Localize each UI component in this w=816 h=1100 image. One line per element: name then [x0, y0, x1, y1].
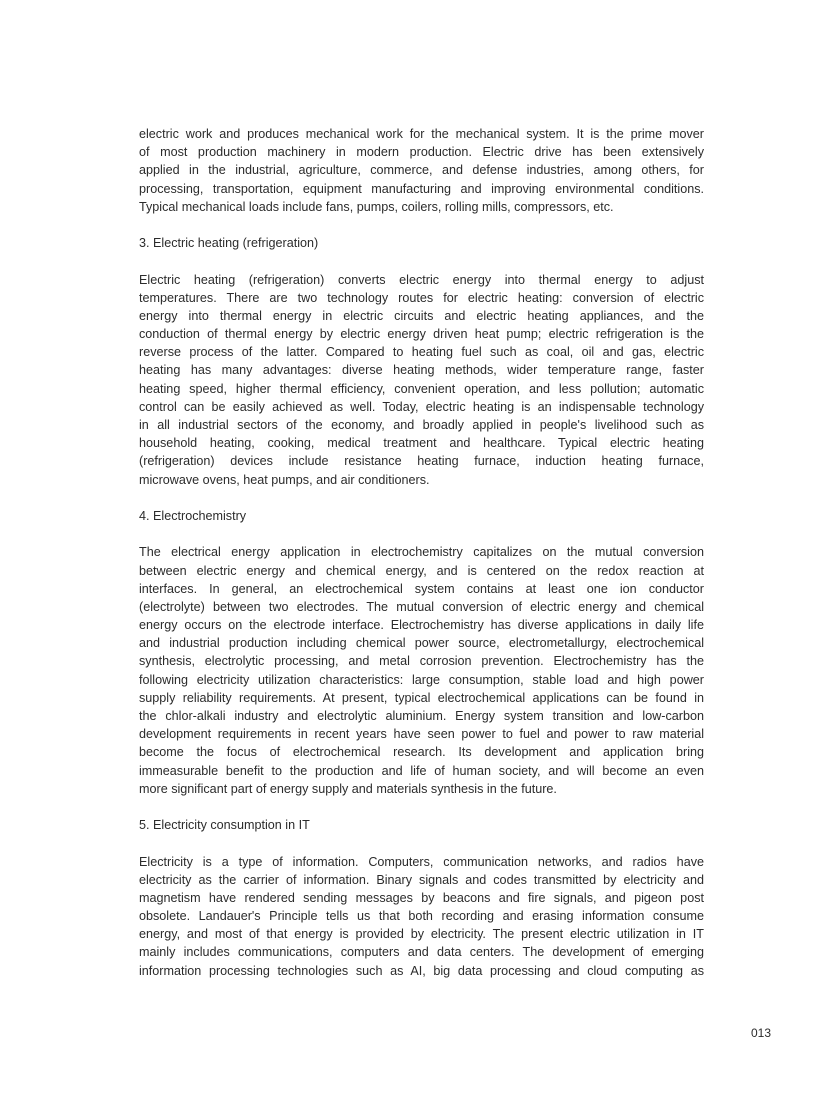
text-line: electric work and produces mechanical work for the mechanical system. It is the prime mover [139, 127, 704, 141]
text-line: electricity as the carrier of information. Binary signals and codes transmitted by electricity and [139, 872, 704, 887]
text-line: and industrial production including chemical power source, electrometallurgy, electrochemical [139, 636, 704, 651]
paragraph [139, 853, 704, 980]
text-line: magnetism have rendered sending messages by beacons and fire signals, and pigeon post [139, 890, 704, 905]
text-line: become the focus of electrochemical research. Its development and application bring [139, 745, 704, 760]
section-heading: 4. Electrochemistry [139, 508, 247, 523]
text-line: microwave ovens, heat pumps, and air conditioners. [139, 472, 430, 487]
section-heading: 3. Electric heating (refrigeration) [139, 236, 319, 251]
text-line: interfaces. In general, an electrochemical system contains at least one ion conductor [139, 581, 704, 596]
text-line: The electrical energy application in electrochemistry capitalizes on the mutual conversion [139, 545, 704, 560]
text-line: more significant part of energy supply and materials synthesis in the future. [139, 781, 557, 796]
text-line: obsolete. Landauer's Principle tells us that both recording and erasing information consume [139, 909, 704, 924]
text-line: of most production machinery in modern production. Electric drive has been extensively [139, 145, 704, 160]
text-line: conduction of thermal energy by electric energy driven heat pump; electric refrigeration is the [139, 327, 704, 342]
text-line: development requirements in recent years have seen power to fuel and power to raw material [139, 727, 704, 742]
text-line: processing, transportation, equipment manufacturing and improving environmental conditions. [139, 181, 704, 196]
text-line: Electric heating (refrigeration) converts electric energy into thermal energy to adjust [139, 272, 704, 287]
text-line: temperatures. There are two technology routes for electric heating: conversion of electric [139, 290, 704, 305]
text-line: information processing technologies such as AI, big data processing and cloud computing as [139, 963, 704, 978]
text-line: immeasurable benefit to the production and life of human society, and will become an even [139, 763, 704, 778]
text-line: heating speed, higher thermal efficiency, convenient operation, and less pollution; automatic [139, 381, 704, 396]
text-line: (refrigeration) devices include resistance heating furnace, induction heating furnace, [139, 454, 704, 469]
text-line: heating has many advantages: diverse heating methods, wider temperature range, faster [139, 363, 704, 378]
text-line: energy, and most of that energy is provided by electricity. The present electric utilization in IT [139, 927, 704, 942]
text-line: household heating, cooking, medical treatment and healthcare. Typical electric heating [139, 436, 704, 451]
text-line: energy occurs on the electrode interface. Electrochemistry has diverse applications in daily life [139, 618, 704, 633]
text-line: (electrolyte) between two electrodes. The mutual conversion of electric energy and chemical [139, 599, 704, 614]
page-number: 013 [751, 1026, 772, 1040]
text-line: energy into thermal energy in electric circuits and electric heating appliances, and the [139, 308, 704, 323]
text-line: Typical mechanical loads include fans, pumps, coilers, rolling mills, compressors, etc. [139, 199, 614, 214]
text-line: control can be easily achieved as well. Today, electric heating is an indispensable technology [139, 399, 704, 414]
text-line: in all industrial sectors of the economy, and broadly applied in people's livelihood such as [139, 418, 704, 432]
text-line: supply reliability requirements. At present, typical electrochemical applications can be found in [139, 690, 704, 705]
text-line: applied in the industrial, agriculture, commerce, and defense industries, among others, for [139, 163, 704, 178]
text-line: synthesis, electrolytic processing, and metal corrosion prevention. Electrochemistry has the [139, 654, 704, 669]
text-line: the chlor-alkali industry and electrolytic aluminium. Energy system transition and low-carbon [139, 709, 704, 723]
text-line: Electricity is a type of information. Computers, communication networks, and radios have [139, 854, 704, 869]
paragraph [139, 125, 704, 216]
text-line: following electricity utilization characteristics: large consumption, stable load and high power [139, 672, 704, 687]
text-line: mainly includes communications, computers and data centers. The development of emerging [139, 945, 704, 960]
text-line: between electric energy and chemical energy, and is centered on the redox reaction at [139, 563, 704, 578]
section-heading: 5. Electricity consumption in IT [139, 818, 310, 833]
text-line: reverse process of the latter. Compared to heating fuel such as coal, oil and gas, electric [139, 345, 704, 360]
paragraph [139, 271, 704, 489]
paragraph [139, 543, 704, 798]
page-body [139, 125, 704, 998]
